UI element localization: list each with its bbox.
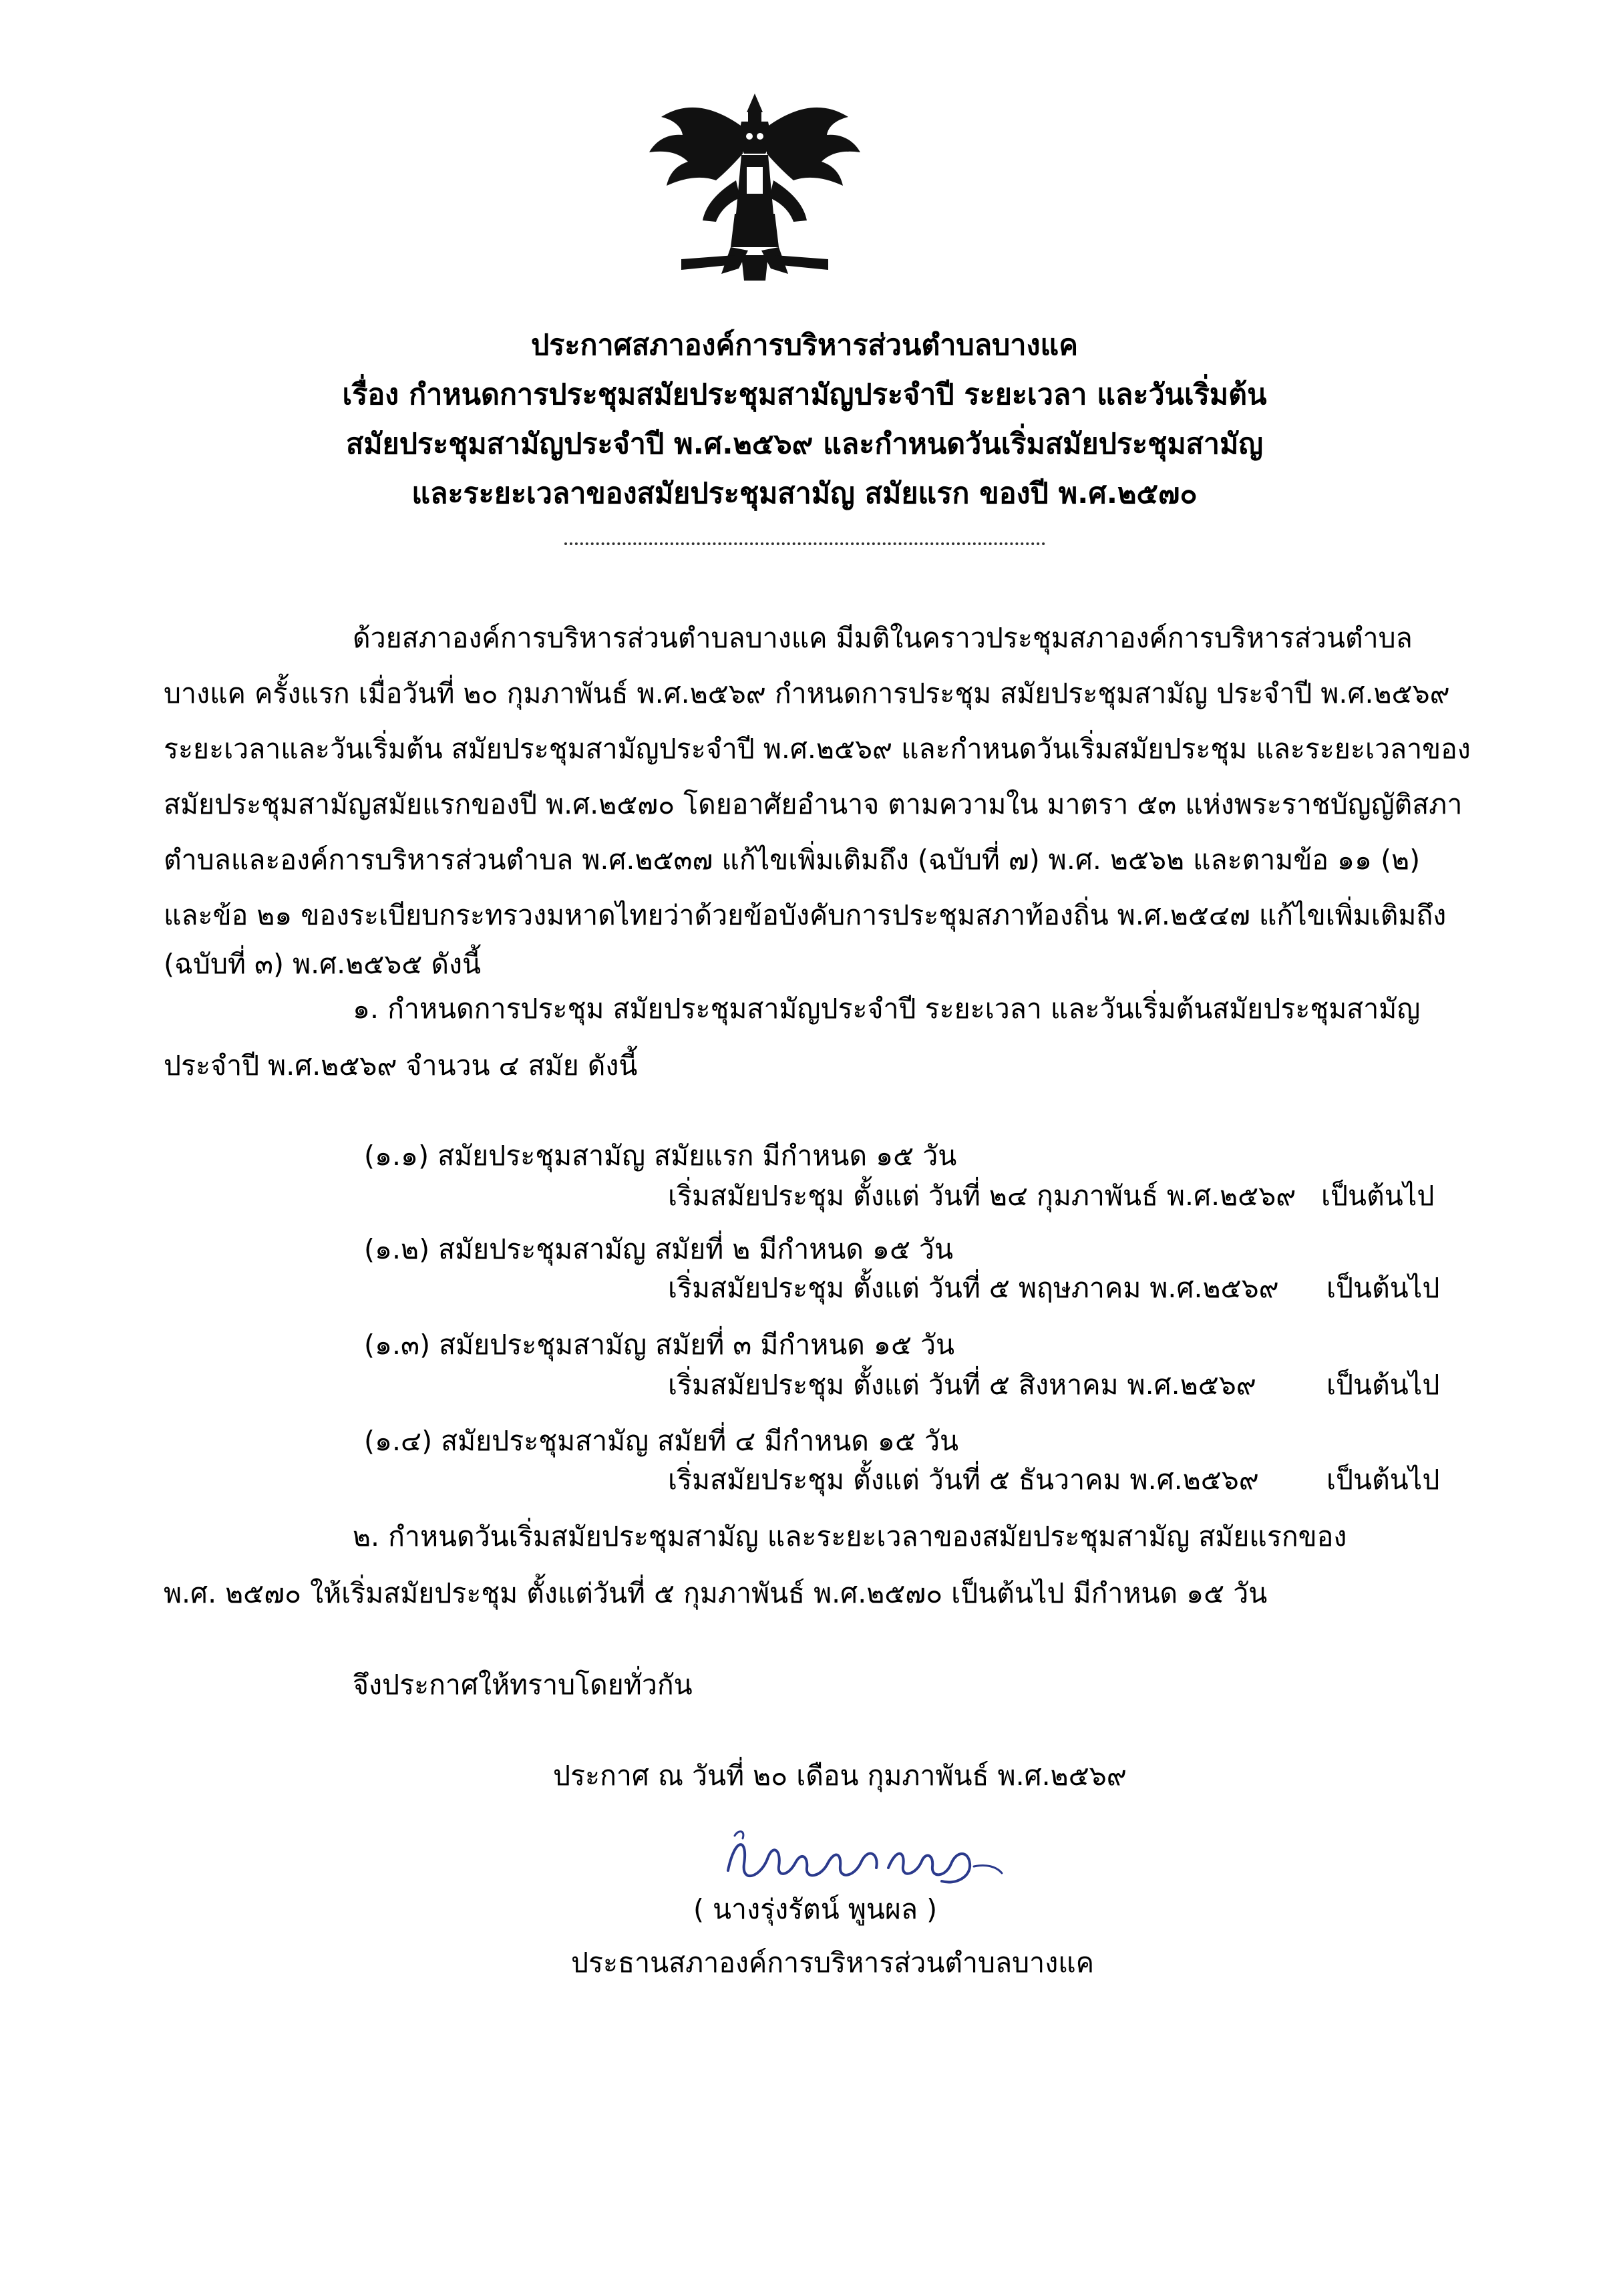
item-1-line: ประจำปี พ.ศ.๒๕๖๙ จำนวน ๔ สมัย ดังนี้ <box>164 1049 638 1082</box>
document-title <box>0 321 1609 518</box>
title-line: ประกาศสภาองค์การบริหารส่วนตำบลบางแค <box>531 329 1078 362</box>
session-start: เริ่มสมัยประชุม ตั้งแต่ วันที่ ๕ พฤษภาคม พ.ศ.๒๕๖๙ <box>668 1272 1279 1304</box>
intro-line: บางแค ครั้งแรก เมื่อวันที่ ๒๐ กุมภาพันธ์ พ.ศ.๒๕๖๙ กำหนดการประชุม สมัยประชุมสามัญ ประจำปี พ.ศ.๒๕๖๙ <box>164 677 1450 709</box>
session-onward: เป็นต้นไป <box>1326 1464 1440 1496</box>
intro-line: (ฉบับที่ ๓) พ.ศ.๒๕๖๕ ดังนี้ <box>164 948 482 980</box>
session-heading: (๑.๔) สมัยประชุมสามัญ สมัยที่ ๔ มีกำหนด ๑๕ วัน <box>364 1425 959 1457</box>
session-onward: เป็นต้นไป <box>1326 1272 1440 1304</box>
intro-line: สมัยประชุมสามัญสมัยแรกของปี พ.ศ.๒๕๗๐ โดยอาศัยอำนาจ ตามความใน มาตรา ๕๓ แห่งพระราชบัญญัติสภา <box>164 788 1463 820</box>
intro-line: ระยะเวลาและวันเริ่มต้น สมัยประชุมสามัญประจำปี พ.ศ.๒๕๖๙ และกำหนดวันเริ่มสมัยประชุม และระยะเวลาของ <box>164 733 1471 765</box>
session-start: เริ่มสมัยประชุม ตั้งแต่ วันที่ ๒๔ กุมภาพันธ์ พ.ศ.๒๕๖๙ <box>668 1180 1296 1212</box>
session-heading: (๑.๑) สมัยประชุมสามัญ สมัยแรก มีกำหนด ๑๕ วัน <box>364 1140 957 1172</box>
intro-line: และข้อ ๒๑ ของระเบียบกระทรวงมหาดไทยว่าด้วยข้อบังคับการประชุมสภาท้องถิ่น พ.ศ.๒๕๔๗ แก้ไขเพิ่มเติมถึง <box>164 899 1447 931</box>
announced-date: ประกาศ ณ วันที่ ๒๐ เดือน กุมภาพันธ์ พ.ศ.๒๕๖๙ <box>553 1760 1127 1792</box>
session-start: เริ่มสมัยประชุม ตั้งแต่ วันที่ ๕ สิงหาคม พ.ศ.๒๕๖๙ <box>668 1369 1256 1401</box>
session-heading: (๑.๓) สมัยประชุมสามัญ สมัยที่ ๓ มีกำหนด ๑๕ วัน <box>364 1329 955 1361</box>
garuda-emblem-icon <box>641 80 868 294</box>
signer-position: ประธานสภาองค์การบริหารส่วนตำบลบางแค <box>571 1947 1095 1979</box>
title-line: สมัยประชุมสามัญประจำปี พ.ศ.๒๕๖๙ และกำหนดวันเริ่มสมัยประชุมสามัญ <box>345 428 1264 461</box>
title-line: และระยะเวลาของสมัยประชุมสามัญ สมัยแรก ของปี พ.ศ.๒๕๗๐ <box>411 477 1198 510</box>
intro-line: ด้วยสภาองค์การบริหารส่วนตำบลบางแค มีมติในคราวประชุมสภาองค์การบริหารส่วนตำบล <box>353 622 1413 654</box>
item-1-line: ๑. กำหนดการประชุม สมัยประชุมสามัญประจำปี ระยะเวลา และวันเริ่มต้นสมัยประชุมสามัญ <box>353 993 1421 1025</box>
session-onward: เป็นต้นไป <box>1326 1369 1440 1401</box>
item-2-line: พ.ศ. ๒๕๗๐ ให้เริ่มสมัยประชุม ตั้งแต่วันที่ ๕ กุมภาพันธ์ พ.ศ.๒๕๗๐ เป็นต้นไป มีกำหนด ๑๕ วัน <box>164 1577 1268 1609</box>
intro-line: ตำบลและองค์การบริหารส่วนตำบล พ.ศ.๒๕๓๗ แก้ไขเพิ่มเติมถึง (ฉบับที่ ๗) พ.ศ. ๒๕๖๒ และตามข้อ ๑๑ (๒) <box>164 844 1421 876</box>
session-start: เริ่มสมัยประชุม ตั้งแต่ วันที่ ๕ ธันวาคม พ.ศ.๒๕๖๙ <box>668 1464 1259 1496</box>
signature-image <box>721 1824 1015 1897</box>
closing-statement: จึงประกาศให้ทราบโดยทั่วกัน <box>353 1669 693 1701</box>
title-line: เรื่อง กำหนดการประชุมสมัยประชุมสามัญประจำปี ระยะเวลา และวันเริ่มต้น <box>342 378 1267 412</box>
signer-name: ( นางรุ่งรัตน์ พูนผล ) <box>693 1893 938 1925</box>
session-onward: เป็นต้นไป <box>1321 1180 1435 1212</box>
session-heading: (๑.๒) สมัยประชุมสามัญ สมัยที่ ๒ มีกำหนด ๑๕ วัน <box>364 1233 954 1265</box>
item-2-line: ๒. กำหนดวันเริ่มสมัยประชุมสามัญ และระยะเวลาของสมัยประชุมสามัญ สมัยแรกของ <box>353 1520 1347 1552</box>
title-divider <box>564 542 1045 545</box>
